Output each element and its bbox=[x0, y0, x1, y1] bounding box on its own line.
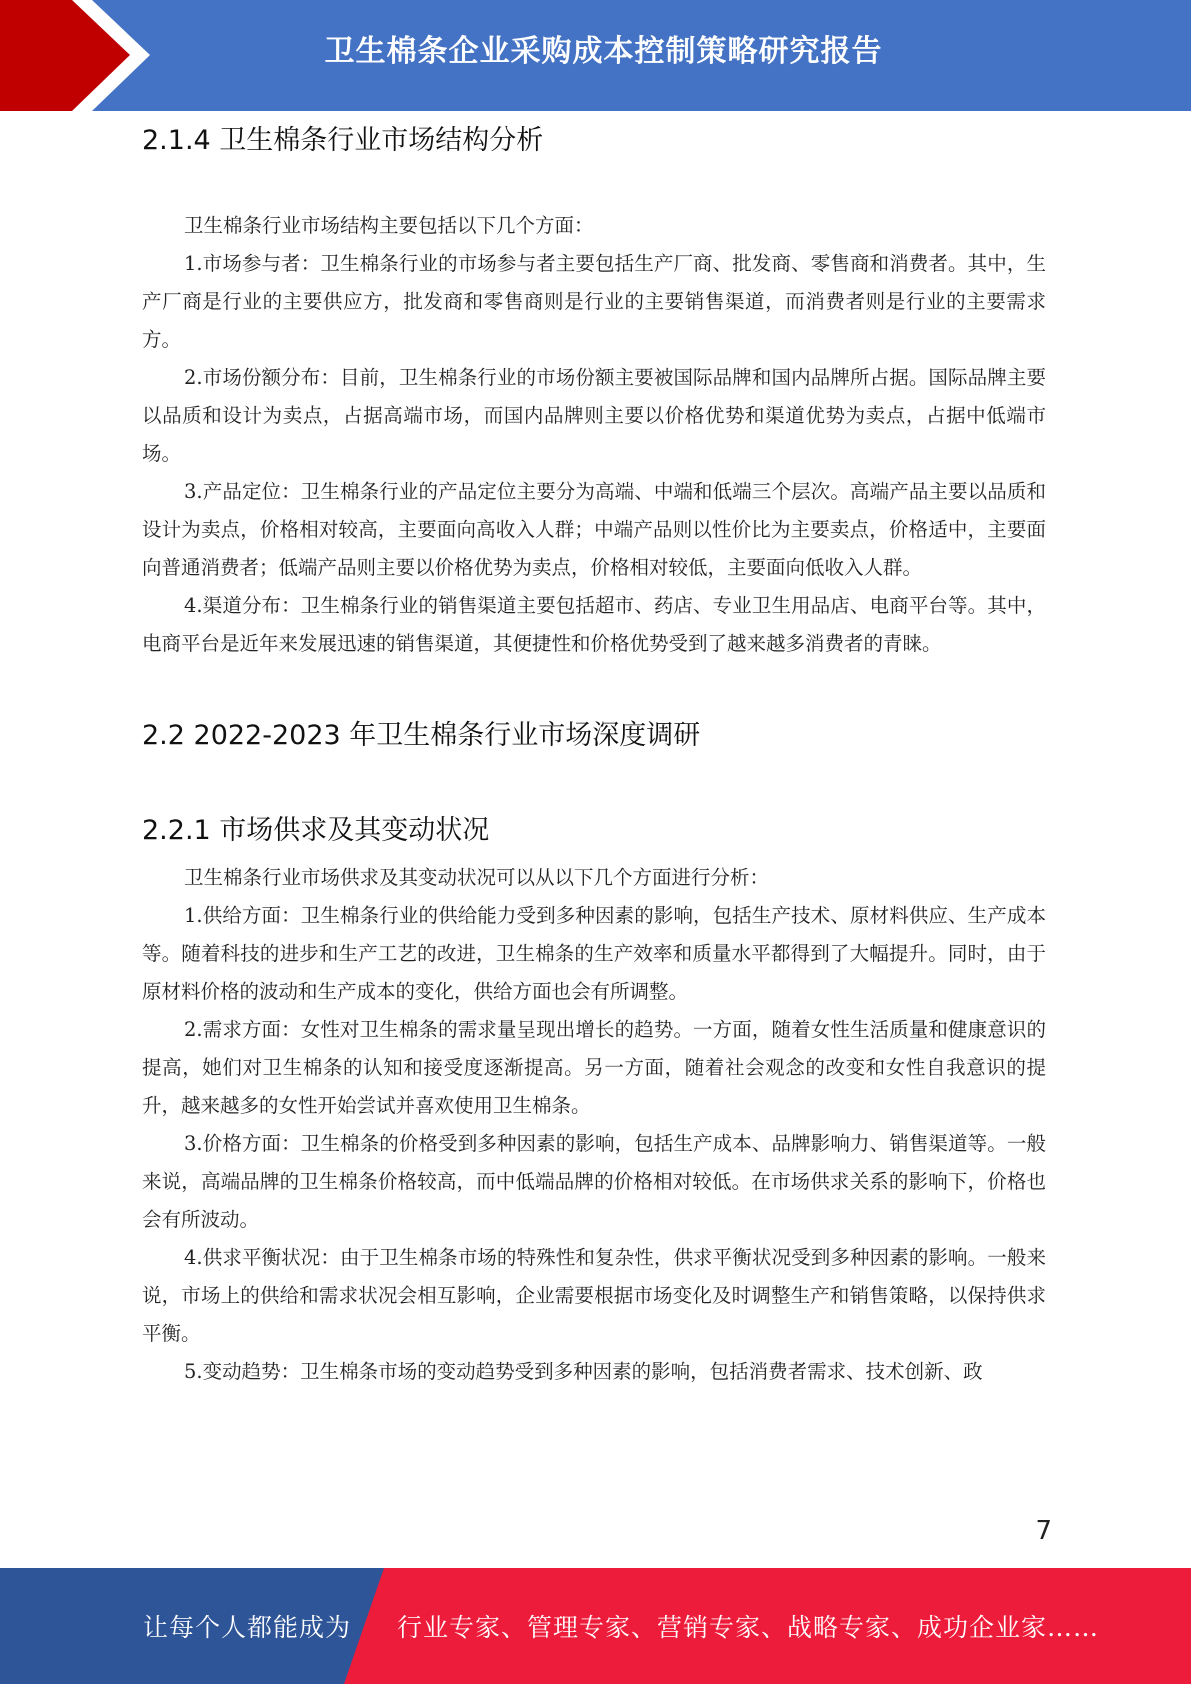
report-content bbox=[142, 118, 1046, 1391]
footer-slogan-left: 让每个人都能成为 bbox=[143, 1613, 352, 1642]
paragraph: 2.需求方面：女性对卫生棉条的需求量呈现出增长的趋势。一方面，随着女性生活质量和健康意识的提高，她们对卫生棉条的认知和接受度逐渐提高。另一方面，随着社会观念的改变和女性自我意识的提升，越来越多的女性开始尝试并喜欢使用卫生棉条。 bbox=[142, 1018, 1046, 1117]
paragraph: 5.变动趋势：卫生棉条市场的变动趋势受到多种因素的影响，包括消费者需求、技术创新、政 bbox=[184, 1360, 983, 1383]
page-number: 7 bbox=[1035, 1516, 1052, 1546]
footer-slogan-right: 行业专家、管理专家、营销专家、战略专家、成功企业家…… bbox=[397, 1613, 1100, 1642]
section-heading-2-2-1: 2.2.1 市场供求及其变动状况 bbox=[142, 815, 490, 846]
paragraph: 卫生棉条行业市场结构主要包括以下几个方面： bbox=[184, 214, 594, 237]
section-body-2-1-4 bbox=[142, 207, 1046, 663]
page-header bbox=[0, 0, 1191, 111]
paragraph: 1.市场参与者：卫生棉条行业的市场参与者主要包括生产厂商、批发商、零售商和消费者。其中，生产厂商是行业的主要供应方，批发商和零售商则是行业的主要销售渠道，而消费者则是行业的主要需求方。 bbox=[142, 252, 1046, 351]
paragraph: 4.供求平衡状况：由于卫生棉条市场的特殊性和复杂性，供求平衡状况受到多种因素的影响。一般来说，市场上的供给和需求状况会相互影响，企业需要根据市场变化及时调整生产和销售策略，以保持供求平衡。 bbox=[142, 1246, 1046, 1345]
paragraph: 2.市场份额分布：目前，卫生棉条行业的市场份额主要被国际品牌和国内品牌所占据。国际品牌主要以品质和设计为卖点，占据高端市场，而国内品牌则主要以价格优势和渠道优势为卖点，占据中低端市场。 bbox=[142, 366, 1046, 465]
paragraph: 3.价格方面：卫生棉条的价格受到多种因素的影响，包括生产成本、品牌影响力、销售渠道等。一般来说，高端品牌的卫生棉条价格较高，而中低端品牌的价格相对较低。在市场供求关系的影响下，价格也会有所波动。 bbox=[142, 1132, 1046, 1231]
paragraph: 4.渠道分布：卫生棉条行业的销售渠道主要包括超市、药店、专业卫生用品店、电商平台等。其中，电商平台是近年来发展迅速的销售渠道，其便捷性和价格优势受到了越来越多消费者的青睐。 bbox=[142, 594, 1046, 655]
section-heading-2-2: 2.2 2022-2023 年卫生棉条行业市场深度调研 bbox=[142, 720, 701, 751]
header-title: 卫生棉条企业采购成本控制策略研究报告 bbox=[324, 34, 883, 69]
section-heading-2-1-4: 2.1.4 卫生棉条行业市场结构分析 bbox=[142, 125, 544, 156]
section-body-2-2-1 bbox=[142, 859, 1046, 1391]
paragraph: 3.产品定位：卫生棉条行业的产品定位主要分为高端、中端和低端三个层次。高端产品主要以品质和设计为卖点，价格相对较高，主要面向高收入人群；中端产品则以性价比为主要卖点，价格适中，主要面向普通消费者；低端产品则主要以价格优势为卖点，价格相对较低，主要面向低收入人群。 bbox=[142, 480, 1046, 579]
paragraph: 1.供给方面：卫生棉条行业的供给能力受到多种因素的影响，包括生产技术、原材料供应、生产成本等。随着科技的进步和生产工艺的改进，卫生棉条的生产效率和质量水平都得到了大幅提升。同时，由于原材料价格的波动和生产成本的变化，供给方面也会有所调整。 bbox=[142, 904, 1046, 1003]
paragraph: 卫生棉条行业市场供求及其变动状况可以从以下几个方面进行分析： bbox=[184, 866, 770, 889]
page-footer bbox=[0, 1568, 1191, 1684]
